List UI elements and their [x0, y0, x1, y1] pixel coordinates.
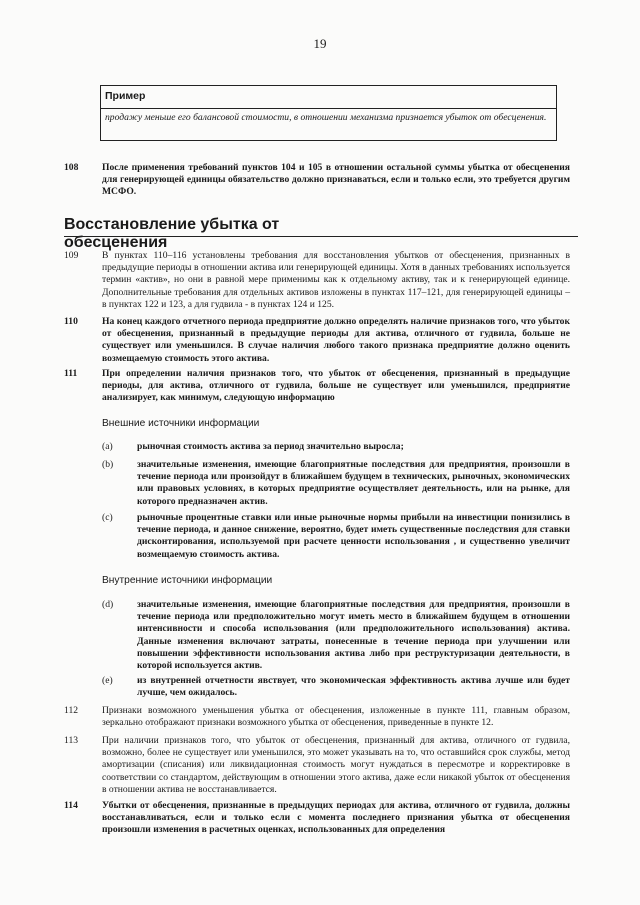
paragraph-number: 113 — [64, 735, 79, 746]
item-text: рыночные процентные ставки или иные рыночные нормы прибыли на инвестиции понизились в течение периода, и данное снижение, вероятно, будет иметь существенные последствия для ставки дисконтирования, используемой при расчете ценности использования , и существенно увеличит возмещаемую стоимость актива. — [137, 512, 570, 560]
paragraph-number: 114 — [64, 800, 78, 811]
list-item-c — [102, 512, 570, 561]
heading-divider — [64, 236, 578, 237]
paragraph-text: При наличии признаков того, что убыток от обесценения, признанный для актива, отличного от гудвила, возможно, более не существует или уменьшился, это может указывать на то, что оставшийся срок службы, метод амортизации (списания) или ликвидационная стоимость могут нуждаться в пересмотре и корректировке в соответствии со стандартом, действующим в отношении этого актива, даже если никакой убыток от обесценения в отношении актива не восстанавливается. — [102, 735, 570, 795]
internal-sources-heading: Внутренние источники информации — [102, 575, 273, 586]
paragraph-number: 111 — [64, 368, 78, 379]
section-heading: Восстановление убытка от обесценения — [64, 216, 280, 251]
item-text: рыночная стоимость актива за период значительно выросла; — [137, 441, 404, 452]
paragraph-text: Признаки возможного уменьшения убытка от обесценения, изложенные в пункте 111, главным образом, зеркально отображают признаки возможного убытка от обесценения, приведенные в пункте 12. — [102, 705, 570, 729]
paragraph-text: При определении наличия признаков того, что убыток от обесценения, признанный в предыдущие периоды, для актива, отличного от гудвила, больше не существует или уменьшился, предприятие анализирует, как минимум, следующую информацию — [102, 368, 570, 404]
item-text: значительные изменения, имеющие благоприятные последствия для предприятия, произошли в течение периода или предположительно могут иметь место в ближайшем будущем в отношении интенсивности и способа использования (или предположительного использования) актива. Данные изменения включают затраты, понесенные в течение периода при улучшении или повышении эффективности использования актива либо при реструктуризации деятельности, в которой используется актив. — [137, 599, 570, 672]
external-sources-heading: Внешние источники информации — [102, 418, 260, 429]
paragraph-111 — [64, 368, 570, 405]
list-item-d — [102, 599, 570, 672]
paragraph-113 — [64, 735, 570, 796]
list-item-b — [102, 459, 570, 508]
paragraph-110 — [64, 316, 570, 365]
paragraph-114 — [64, 800, 570, 837]
item-label: (b) — [102, 459, 114, 470]
paragraph-text: На конец каждого отчетного периода предприятие должно определять наличие признаков того, что убыток от обесценения, признанный в предыдущие периоды для актива, отличного от гудвила, больше не существует или уменьшился. В случае наличия любого такого признака предприятие должно оценить возмещаемую стоимость этого актива. — [102, 316, 570, 364]
list-item-e — [102, 675, 570, 699]
paragraph-number: 109 — [64, 250, 79, 261]
item-label: (d) — [102, 599, 114, 610]
paragraph-number: 108 — [64, 162, 79, 173]
item-text: из внутренней отчетности явствует, что экономическая эффективность актива лучше или будет лучше, чем ожидалось. — [137, 675, 570, 699]
paragraph-109 — [64, 250, 570, 311]
example-text: продажу меньше его балансовой стоимости, в отношении механизма признается убыток от обесценения. — [105, 112, 547, 123]
item-label: (a) — [102, 441, 113, 452]
paragraph-text: Убытки от обесценения, признанные в предыдущих периодах для актива, отличного от гудвила, должны восстанавливаться, если и только если с момента последнего признания убытка от обесценения произошли изменения в расчетных оценках, использованных для определения — [102, 800, 570, 836]
item-label: (e) — [102, 675, 113, 686]
paragraph-number: 110 — [64, 316, 78, 327]
paragraph-108 — [64, 162, 570, 199]
example-title: Пример — [101, 86, 556, 109]
example-box — [100, 85, 557, 141]
paragraph-text: После применения требований пунктов 104 и 105 в отношении остальной суммы убытка от обесценения для генерирующей единицы обязательство должно признаваться, если и только если, это требуется другим МСФО. — [102, 162, 570, 198]
page-number: 19 — [313, 36, 327, 51]
list-item-a — [102, 441, 570, 453]
paragraph-text: В пунктах 110–116 установлены требования для восстановления убытков от обесценения, признанных в предыдущие периоды в отношении актива или генерирующей единицы. Хотя в данных требованиях используется термин «актив», но они в равной мере применимы как к отдельному активу, так и к генерирующей единице. Дополнительные требования для отдельных активов изложены в пунктах 117–121, для генерирующей единицы – в пунктах 122 и 123, а для гудвила - в пунктах 124 и 125. — [102, 250, 570, 310]
paragraph-112 — [64, 705, 570, 729]
item-label: (c) — [102, 512, 113, 523]
paragraph-number: 112 — [64, 705, 79, 716]
item-text: значительные изменения, имеющие благоприятные последствия для предприятия, произошли в течение периода или произойдут в ближайшем будущем в технических, рыночных, экономических или правовых условиях, в которых предприятие осуществляет деятельность, или на рынке, для которого предназначен актив. — [137, 459, 570, 507]
